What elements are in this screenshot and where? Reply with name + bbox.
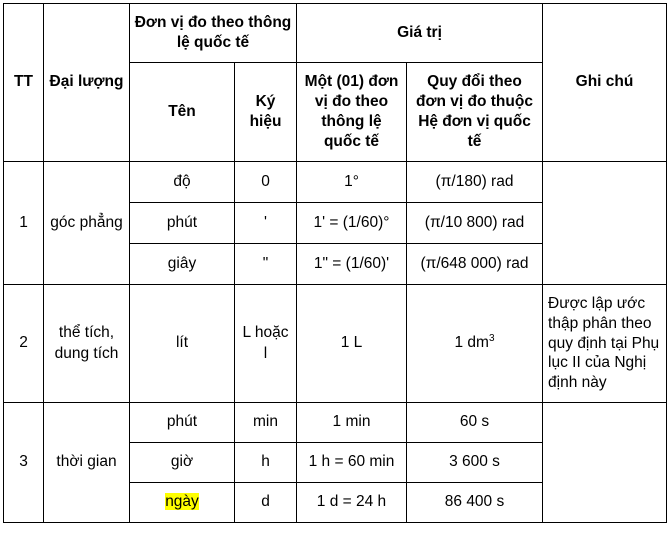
unit-symbol: d <box>235 483 297 523</box>
table-row <box>4 403 667 443</box>
unit-one: 1" = (1/60)' <box>297 244 407 285</box>
table-row <box>4 162 667 203</box>
row-note <box>543 162 667 285</box>
header-quantity: Đại lượng <box>44 4 130 162</box>
unit-one: 1 h = 60 min <box>297 443 407 483</box>
unit-converted: 3 600 s <box>407 443 543 483</box>
unit-symbol: 0 <box>235 162 297 203</box>
unit-one: 1' = (1/60)° <box>297 203 407 244</box>
row-tt: 1 <box>4 162 44 285</box>
unit-name: giây <box>130 244 235 285</box>
units-table <box>3 3 667 523</box>
unit-converted: (π/648 000) rad <box>407 244 543 285</box>
unit-one: 1 L <box>297 285 407 403</box>
unit-one: 1 min <box>297 403 407 443</box>
highlighted-text: ngày <box>165 493 199 511</box>
unit-converted: 86 400 s <box>407 483 543 523</box>
unit-one: 1° <box>297 162 407 203</box>
row-tt: 3 <box>4 403 44 523</box>
header-value: Giá trị <box>297 4 543 63</box>
unit-name: phút <box>130 203 235 244</box>
unit-symbol: min <box>235 403 297 443</box>
unit-converted-exponent: 3 <box>488 333 495 345</box>
unit-symbol: h <box>235 443 297 483</box>
table-row <box>4 285 667 403</box>
row-quantity: thể tích, dung tích <box>44 285 130 403</box>
header-symbol: Ký hiệu <box>235 63 297 162</box>
row-note: Được lập ước thập phân theo quy định tại Phụ lục II của Nghị định này <box>543 285 667 403</box>
unit-converted <box>407 285 543 403</box>
unit-name: phút <box>130 403 235 443</box>
header-note: Ghi chú <box>543 4 667 162</box>
unit-converted: (π/10 800) rad <box>407 203 543 244</box>
unit-name: độ <box>130 162 235 203</box>
unit-one: 1 d = 24 h <box>297 483 407 523</box>
row-tt: 2 <box>4 285 44 403</box>
unit-converted: (π/180) rad <box>407 162 543 203</box>
unit-name <box>130 483 235 523</box>
row-quantity: thời gian <box>44 403 130 523</box>
header-one-unit: Một (01) đơn vị đo theo thông lệ quốc tế <box>297 63 407 162</box>
unit-symbol: " <box>235 244 297 285</box>
unit-symbol: L hoặc l <box>235 285 297 403</box>
header-tt: TT <box>4 4 44 162</box>
unit-name: lít <box>130 285 235 403</box>
unit-name: giờ <box>130 443 235 483</box>
unit-converted: 60 s <box>407 403 543 443</box>
header-name: Tên <box>130 63 235 162</box>
unit-converted-base: 1 dm <box>454 334 489 352</box>
unit-symbol: ' <box>235 203 297 244</box>
header-intl-unit: Đơn vị đo theo thông lệ quốc tế <box>130 4 297 63</box>
header-converted: Quy đổi theo đơn vị đo thuộc Hệ đơn vị quốc tế <box>407 63 543 162</box>
row-quantity: góc phẳng <box>44 162 130 285</box>
row-note <box>543 403 667 523</box>
